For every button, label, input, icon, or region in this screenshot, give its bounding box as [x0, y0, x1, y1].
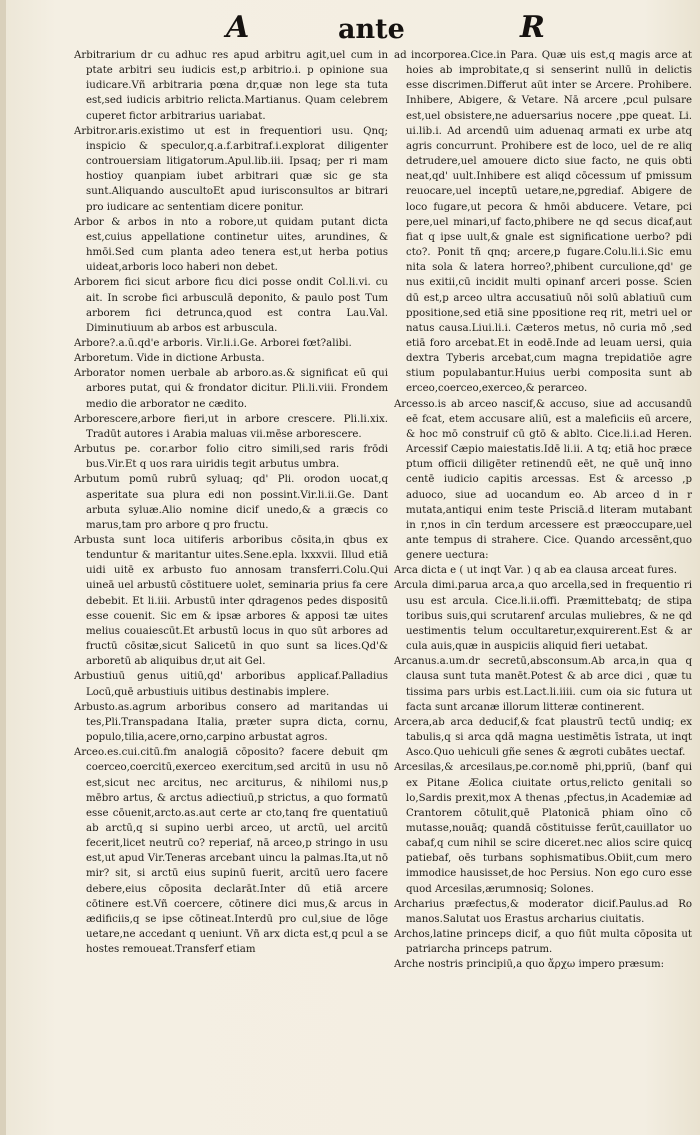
dictionary-entry: Archarius præfectus,& moderator dicif.Paulus.ad Ro manos.Salutat uos Erastus archarius ciuitatis.: [394, 898, 692, 925]
dictionary-entry: Arbitrarium dr cu adhuc res apud arbitru agit,uel cum in ptate arbitri seu iudicis est,p arbitrio.i. p opinione sua iudicare.Vñ arbitraria pœna dr,quæ non lege sta tuta est,sed iudicis arbitrio relicta.Martianus. Quam celebrem cuperet fictor arbitrarius uariabat.: [74, 50, 388, 122]
dictionary-entry: Arbore?.a.ū.qd'e arboris. Vir.li.i.Ge. Arborei fœt?alibi.: [74, 337, 352, 349]
dictionary-entry: Arche nostris principiū,a quo ἄρχω impero præsum:: [394, 959, 665, 971]
dictionary-entry: Arbusto.as.agrum arboribus consero ad maritandas ui tes,Pli.Transpadana Italia, præter supra dicta, cornu, populo,tilia,acere,orno,carpino arbustat agros.: [74, 701, 388, 744]
header-letter-left: A: [226, 10, 250, 45]
dictionary-entry: Arborescere,arbore fieri,ut in arbore crescere. Pli.li.xix. Tradūt autores i Arabia maluas vii.mēse arborescere.: [74, 413, 388, 440]
right-column: [394, 48, 692, 1128]
dictionary-entry: Arbustiuū genus uitiū,qd' arboribus applicaf.Palladius Locū,quē arbustiuis uitibus destinabis implere.: [74, 671, 388, 698]
dictionary-entry: Arcanus.a.um.dr secretū,absconsum.Ab arca,in qua q clausa sunt tuta manēt.Potest & ab arce dici , quæ tu tissima pars urbis est.Lact.li.iiii. cum oia sic futura ut facta sunt arcanæ illorum litteræ continerent.: [394, 656, 692, 713]
dictionary-entry: ad incorporea.Cice.in Para. Quæ uis est,q magis arce at hoies ab improbitate,q si senserint nullū in delictis esse discrimen.Differut aūt inter se Arcere. Prohibere. Inhibere, Abigere, & Vetare. Nā arcere ,pcul pulsare est,uel obsistere,ne aduersarius nocere ,ppe queat. Li. ui.lib.i. Ad arcendū uim aduenaq armati ex urbe atq agris concurrunt. Prohibere est de loco, uel de re aliq detrudere,uel amouere dicto siue facto, ne quis obti neat,qd' uult.Inhibere est aliqd cōcessum uf pmissum reuocare,uel inceptū uetare,ne,pgrediaf. Abigere de loco fugare,ut pecora & hmōi abducere. Vetare, pci pere,uel minari,uf facto,phibere ne qd secus dicaf,aut fiat q ipse uult,& gnale est significatione uerbo? pdi cto?. Ponit tñ qnq; arcere,p fugare.Colu.li.i.Sic emu nita sola & latera horreo?,phibent curculione,qd' ge nus exitii,cū incidit multi opinanf arceri posse. Scien dū est,p arceo ultra accusatiuū nōi solū ablatiuū cum ppositione,sed etiā sine ppositione req rit, metri uel or natus causa.Liui.li.i. Cæteros metus, nō curia mō ,sed etiā foro arcebat.Et in eodē.Inde ad leuam uersi, quia dextra Tyberis arcebat,cum magna trepidatiōe agre stium populabantur.Huius uerbi composita sunt ab erceo,coerceo,exerceo,& perarceo.: [394, 50, 692, 395]
dictionary-entry: Arca dicta e ( ut inqt Var. ) q ab ea clausa arceat fures.: [394, 565, 677, 577]
dictionary-entry: Arbutum pomū rubrū syluaq; qd' Pli. orodon uocat,q asperitate sua plura edi non possint.Vir.li.ii.Ge. Dant arbuta syluæ.Alio nomine dicif unedo,& a græcis co marus,tam pro arbore q pro fructu.: [74, 474, 388, 531]
running-head: ante: [338, 14, 405, 45]
dictionary-entry: Arceo.es.cui.citū.fm analogiā cōposito? facere debuit qm coerceo,coercitū,exerceo exercitum,sed arcitū in usu nō est,sicut nec arcitus, nec arciturus, & nihilomi nus,p mēbro artus, & arctus adiectiuū,p strictus, a quo formatū esse cōuenit,arcto.as.aut certe ar cto,tanq fre quentatiuū ab arctū,q si supino uerbi arceo, ut arctū, uel arcitū fecerit,licet neutrū co? reperiaf, nā arceo,p stringo in usu est,ut apud Vir.Teneras arcebant uincu la palmas.Ita,ut nō mir? sit, si arctū eius supinū fuerit, arcitū uero facere debere,eius cōposita declarāt.Inter dū etiā arcere cōtinere est.Vñ coercere, cōtinere dici mus,& arcus in ædificiis,q se ipse cōtineat.Interdū pro cul,siue de lōge uetare,ne accedant q ueniunt. Vñ arx dicta est,q pcul a se hostes remoueat.Transferf etiam: [74, 747, 388, 956]
dictionary-entry: Arbitror.aris.existimo ut est in frequentiori usu. Qnq; inspicio & speculor,q.a.f.arbitraf.i.explorat diligenter controuersiam litigatorum.Apul.lib.iii. Ipsaq; per ri mam hostioy quanpiam iubet arbitrari quæ sic ge sta sunt.Aliquando auscultoEt apud iurisconsultos ar bitrari pro iudicare ac sententiam dicere ponitur.: [74, 125, 388, 213]
dictionary-entry: Arcesso.is ab arceo nascif,& accuso, siue ad accusandū eē fcat, etem accusare aliū, est a maleficiis eū arcere, & hoc mō construif cū gtō & ablto. Cice.li.i.ad Heren. Arcessif Cæpio maiestatis.Idē li.ii. A tq; etiā hoc præce ptum officii diligēter retinendū eēt, ne quē unq̄ inno centē iudicio capitis arcessas. Est & arcesso ,p aduoco, siue ad uocandum eo. Ab arceo d in r mutata,antiqui enim teste Prisciā.d literam mutabant in r,nos in cīn terdum arcessere est præoccupare,uel ante tempus di strahere. Cice. Quando arcessēnt,quo genere uectura:: [394, 398, 692, 562]
dictionary-entry: Arbusta sunt loca uitiferis arboribus cōsita,in qbus ex tenduntur & maritantur uites.Sene.epla. lxxxvii. Illud etiā uidi uitē ex arbusto fuo annosam transferri.Colu.Qui uineā uel arbustū cōstituere uolet, seminaria prius fa cere debebit. Et li.iii. Arbustū inter qdragenos pedes dispositū esse couenit. Sic em & ipsæ arbores & apposi tæ uites melius couaiescūt.Et arbustū locus in quo sūt arbores ad fructū cōsitæ,sicut Salicetū in quo sunt sa lices.Qd'& arboretū ab aliquibus dr,ut ait Gel.: [74, 535, 388, 668]
dictionary-entry: Arborator nomen uerbale ab arboro.as.& significat eū qui arbores putat, qui & frondator dicitur. Pli.li.viii. Frondem medio die arborator ne cædito.: [74, 368, 388, 410]
left-column: [74, 48, 388, 1128]
dictionary-entry: Arcera,ab arca deducif,& fcat plaustrū tectū undiq; ex tabulis,q si arca qdā magna uestimētis īstrata, ut inqt Asco.Quo uehiculi gñe senes & ægroti cubātes uectaf.: [394, 716, 692, 759]
page-header: [0, 6, 700, 46]
dictionary-entry: Arboretum. Vide in dictione Arbusta.: [74, 353, 265, 365]
header-letter-right: R: [520, 10, 545, 45]
dictionary-entry: Arcula dimi.parua arca,a quo arcella,sed in frequentio ri usu est arcula. Cice.li.ii.offi. Præmittebatq; de stipa toribus suis,qui scrutarenf arculas muliebres, & ne qd uestimentis telum occultaretur,exquirerent.Est & ar cula auis,quæ in auspiciis aliquid fieri uetabat.: [394, 580, 692, 653]
dictionary-entry: Arborem fici sicut arbore ficu dici posse ondit Col.li.vi. cu ait. In scrobe fici arbusculā deponito, & paulo post Tum arborem fici detrunca,quod est contra Lau.Val. Diminutiuum ab arbos est arbuscula.: [74, 277, 388, 334]
page-gutter: [0, 0, 6, 1135]
dictionary-entry: Arbor & arbos in nto a robore,ut quidam putant dicta est,cuius appellatione continetur uites, arundines, & hmōi.Sed cum planta adeo tenera est,ut herba potius uideat,arboris loco haberi non debet.: [74, 216, 388, 274]
dictionary-entry: Arbutus pe. cor.arbor folio citro simili,sed raris frōdi bus.Vir.Et q uos rara uiridis tegit arbutus umbra.: [74, 444, 388, 471]
dictionary-entry: Archos,latine princeps dicif, a quo fiūt multa cōposita ut patriarcha princeps patrum.: [394, 929, 692, 956]
dictionary-entry: Arcesilas,& arcesilaus,pe.cor.nomē phi,ppriū, (banf qui ex Pitane Æolica ciuitate ortus,relicto genitali so lo,Sardis prexit,mox A thenas ,pfectus,in Academiæ ad Crantorem cōtulit,quē Platonicā phiam oīno cō mutasse,nouāq; quandā cōstituisse ferūt,cauillator uo cabaf,q cum nihil se scire diceret.nec alios scire quicq patiebaf, oēs turbans sophismatibus.Obiit,cum mero immodice hausisset,de hoc Persius. Non ego curo esse quod Arcesilas,ærumnosiq; Solones.: [394, 762, 692, 895]
